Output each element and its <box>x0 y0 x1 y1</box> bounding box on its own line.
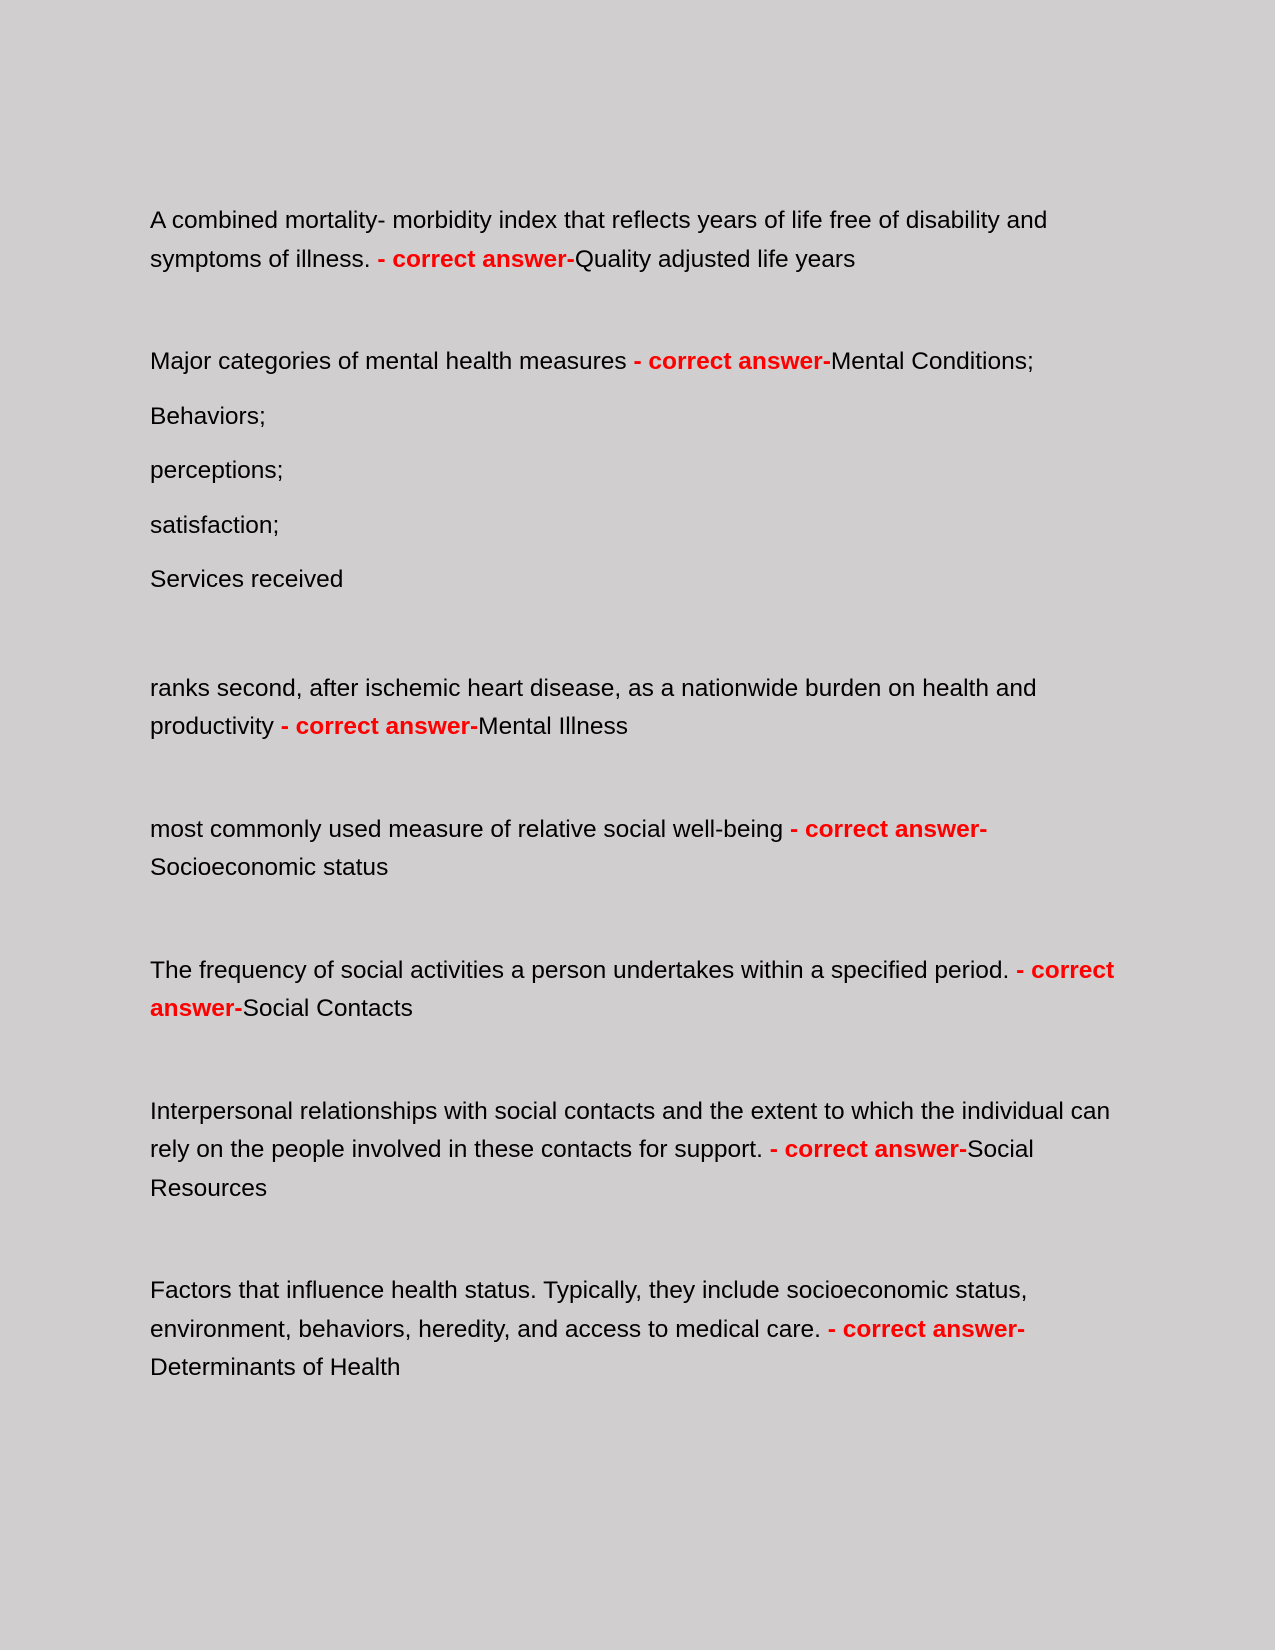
correct-answer-tag: - correct answer- <box>827 1315 1026 1343</box>
answer-text: Socioeconomic status <box>150 854 389 881</box>
correct-answer-tag: - correct answer- <box>769 1136 968 1163</box>
answer-text: Quality adjusted life years <box>574 245 856 273</box>
answer-text: Mental Conditions; <box>830 348 1034 375</box>
answer-line: Services received <box>150 566 344 593</box>
qa-item-6 <box>150 1093 1125 1209</box>
answer-line: Behaviors; <box>150 402 266 430</box>
qa-item-3 <box>150 670 1125 747</box>
answer-text: Social Contacts <box>242 995 413 1022</box>
answer-line: satisfaction; <box>150 511 280 539</box>
question-text: Major categories of mental health measures <box>150 348 634 375</box>
correct-answer-tag: - correct answer- <box>377 245 575 273</box>
answer-text: Mental Illness <box>478 713 628 740</box>
question-text: ranks second, after ischemic heart disease, as a nationwide burden on health and productivity <box>150 674 1037 740</box>
question-text: Interpersonal relationships with social contacts and the extent to which the individual can rely on the people involved in these contacts for support. <box>150 1097 1111 1163</box>
question-text: most commonly used measure of relative social well-being <box>150 815 790 843</box>
qa-item-2-first-line <box>150 343 1125 382</box>
qa-item-2 <box>150 343 1125 600</box>
question-text: A combined mortality- morbidity index that reflects years of life free of disability and symptoms of illness. <box>150 207 1048 273</box>
qa-item-1 <box>150 202 1125 279</box>
correct-answer-tag: - correct answer- <box>280 713 479 740</box>
question-text: The frequency of social activities a person undertakes within a specified period. <box>150 956 1017 984</box>
qa-item-5 <box>150 952 1125 1029</box>
correct-answer-tag: - correct answer- <box>150 956 1115 1022</box>
question-text: Factors that influence health status. Typically, they include socioeconomic status, environment, behaviors, heredity, and access to medical care. <box>150 1277 1028 1343</box>
qa-item-7 <box>150 1272 1125 1388</box>
answer-text: Social Resources <box>150 1136 1034 1202</box>
correct-answer-tag: - correct answer- <box>790 815 988 843</box>
correct-answer-tag: - correct answer- <box>633 348 831 375</box>
answer-text: Determinants of Health <box>150 1354 401 1381</box>
qa-item-4 <box>150 811 1125 888</box>
answer-line: perceptions; <box>150 457 284 484</box>
